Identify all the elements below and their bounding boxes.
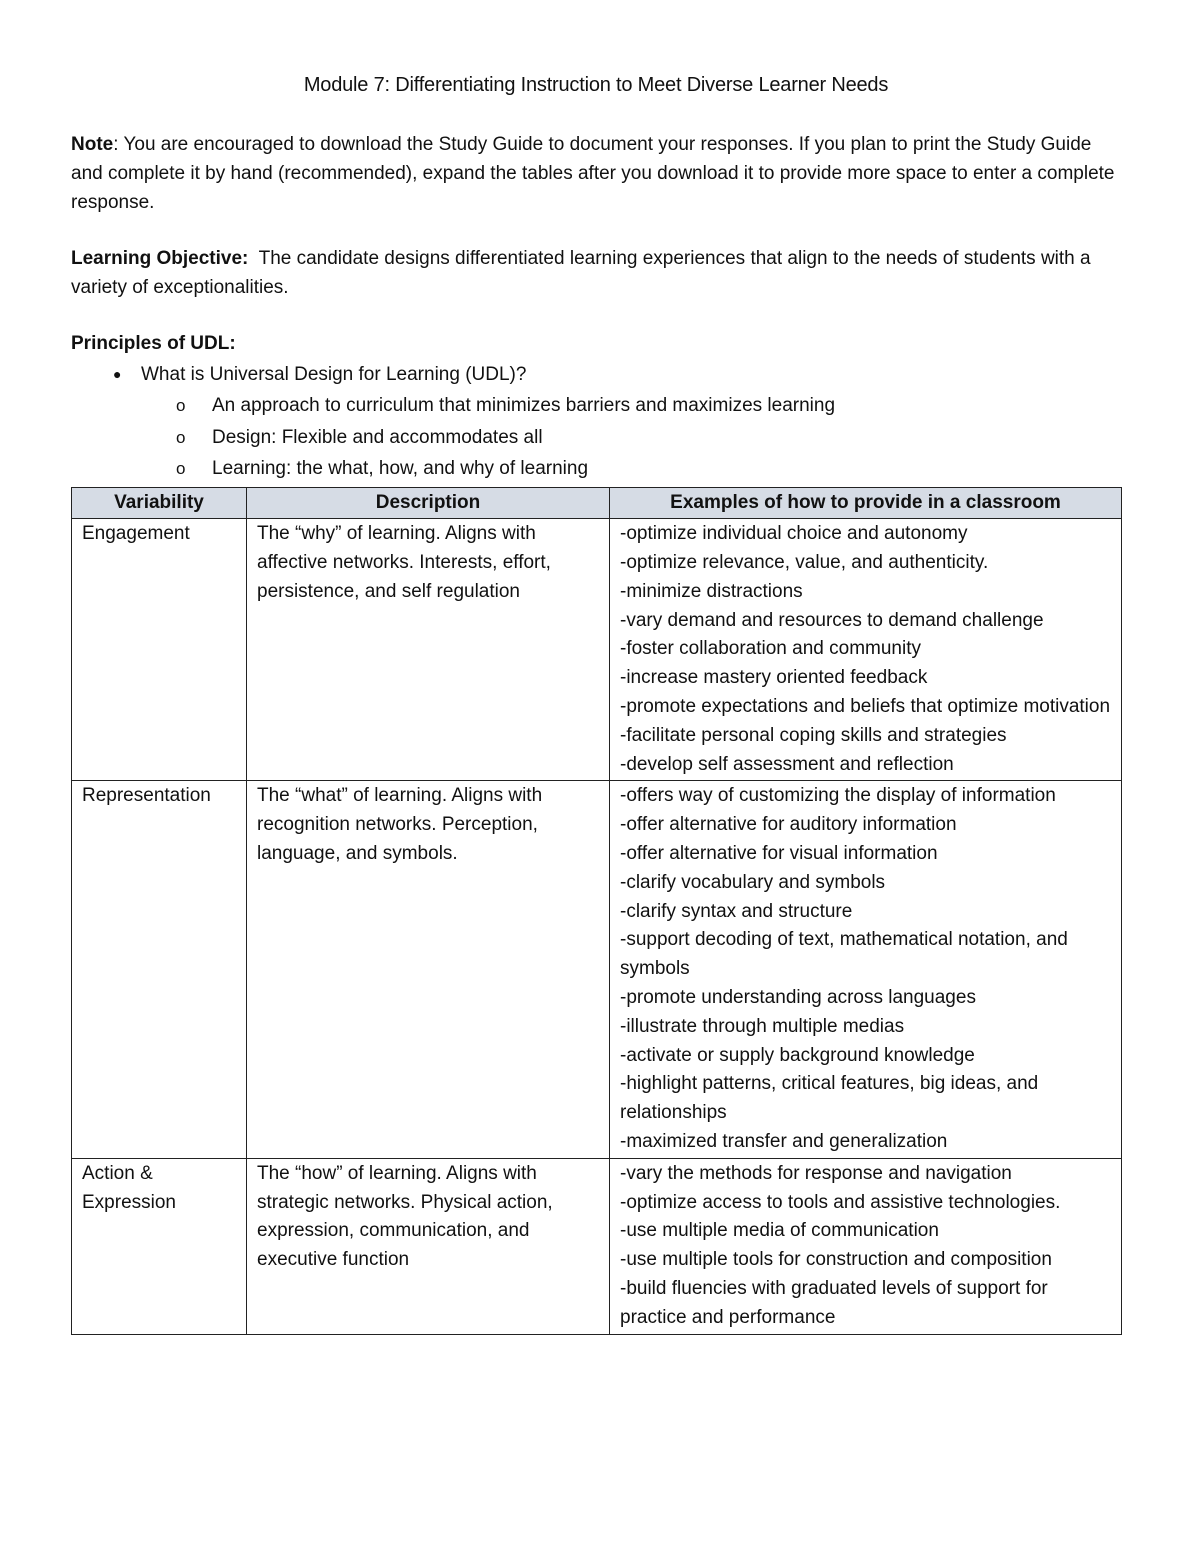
examples-cell — [610, 1158, 1122, 1334]
document-page — [71, 70, 1121, 1335]
example-item: -vary the methods for response and navigation — [620, 1162, 1012, 1184]
example-item: -clarify vocabulary and symbols — [620, 871, 886, 893]
table-header-row — [72, 487, 1122, 519]
objective-text: The candidate designs differentiated learning experiences that align to the needs of students with a variety of exceptionalities. — [71, 248, 1096, 298]
header-description: Description — [247, 487, 610, 519]
note-text: : You are encouraged to download the Study Guide to document your responses. If you plan to print the Study Guide and complete it by hand (recommended), expand the tables after you download it to provide more space to enter a complete response. — [71, 134, 1115, 213]
example-item: -offer alternative for visual information — [620, 843, 938, 865]
list-item — [71, 422, 1121, 454]
list-item — [71, 453, 1121, 485]
example-item: -activate or supply background knowledge — [620, 1044, 975, 1066]
udl-table — [71, 487, 1122, 1335]
example-item: -support decoding of text, mathematical notation, and symbols — [620, 929, 1068, 980]
page-title: Module 7: Differentiating Instruction to Meet Diverse Learner Needs — [303, 74, 889, 96]
circle-bullet-icon: o — [176, 427, 186, 447]
variability-cell: Engagement — [72, 519, 247, 781]
variability-cell: Representation — [72, 781, 247, 1158]
udl-heading: Principles of UDL: — [71, 333, 236, 354]
example-item: -increase mastery oriented feedback — [620, 667, 928, 689]
example-item: -offer alternative for auditory information — [620, 814, 957, 836]
example-item: -illustrate through multiple medias — [620, 1015, 905, 1037]
circle-bullet-icon: o — [176, 459, 186, 478]
example-item: -promote expectations and beliefs that optimize motivation — [620, 696, 1111, 718]
example-item: -build fluencies with graduated levels of support for practice and performance — [620, 1278, 1048, 1328]
examples-cell — [610, 781, 1122, 1158]
example-item: -vary demand and resources to demand challenge — [620, 609, 1044, 631]
objective-label: Learning Objective: — [71, 248, 249, 269]
list-item — [71, 390, 1121, 422]
example-item: -promote understanding across languages — [620, 987, 976, 1009]
table-row — [72, 1158, 1122, 1334]
example-item: -use multiple tools for construction and composition — [620, 1249, 1052, 1271]
example-item: -use multiple media of communication — [620, 1220, 939, 1242]
example-item: -facilitate personal coping skills and strategies — [620, 724, 1007, 746]
udl-answer: Learning: the what, how, and why of learning — [212, 458, 589, 479]
example-item: -optimize individual choice and autonomy — [620, 523, 968, 545]
example-item: -minimize distractions — [620, 580, 803, 602]
header-examples: Examples of how to provide in a classroom — [610, 487, 1122, 519]
udl-list — [71, 359, 1121, 390]
udl-question: What is Universal Design for Learning (UDL)? — [141, 364, 527, 385]
table-row — [72, 781, 1122, 1158]
bullet-icon: ● — [113, 366, 122, 382]
note-paragraph — [71, 130, 1121, 217]
objective-paragraph — [71, 244, 1121, 302]
example-item: -clarify syntax and structure — [620, 900, 853, 922]
example-item: -optimize relevance, value, and authenticity. — [620, 552, 989, 574]
example-item: -offers way of customizing the display of information — [620, 785, 1056, 807]
list-item — [71, 359, 1121, 390]
description-cell: The “how” of learning. Aligns with strategic networks. Physical action, expression, communication, and executive function — [247, 1158, 610, 1334]
example-item: -develop self assessment and reflection — [620, 753, 954, 775]
example-item: -maximized transfer and generalization — [620, 1131, 948, 1153]
description-cell: The “why” of learning. Aligns with affective networks. Interests, effort, persistence, and self regulation — [247, 519, 610, 781]
udl-answer: Design: Flexible and accommodates all — [212, 426, 543, 448]
note-label: Note — [71, 134, 114, 155]
table-row — [72, 519, 1122, 781]
udl-answer: An approach to curriculum that minimizes barriers and maximizes learning — [212, 395, 836, 416]
example-item: -foster collaboration and community — [620, 638, 921, 660]
circle-bullet-icon: o — [176, 396, 186, 415]
variability-cell: Action & Expression — [72, 1158, 247, 1334]
example-item: -highlight patterns, critical features, big ideas, and relationships — [620, 1073, 1039, 1124]
udl-answer-list — [71, 390, 1121, 485]
examples-cell — [610, 519, 1122, 781]
example-item: -optimize access to tools and assistive technologies. — [620, 1191, 1061, 1213]
header-variability: Variability — [72, 487, 247, 519]
description-cell: The “what” of learning. Aligns with recognition networks. Perception, language, and symbols. — [247, 781, 610, 1158]
